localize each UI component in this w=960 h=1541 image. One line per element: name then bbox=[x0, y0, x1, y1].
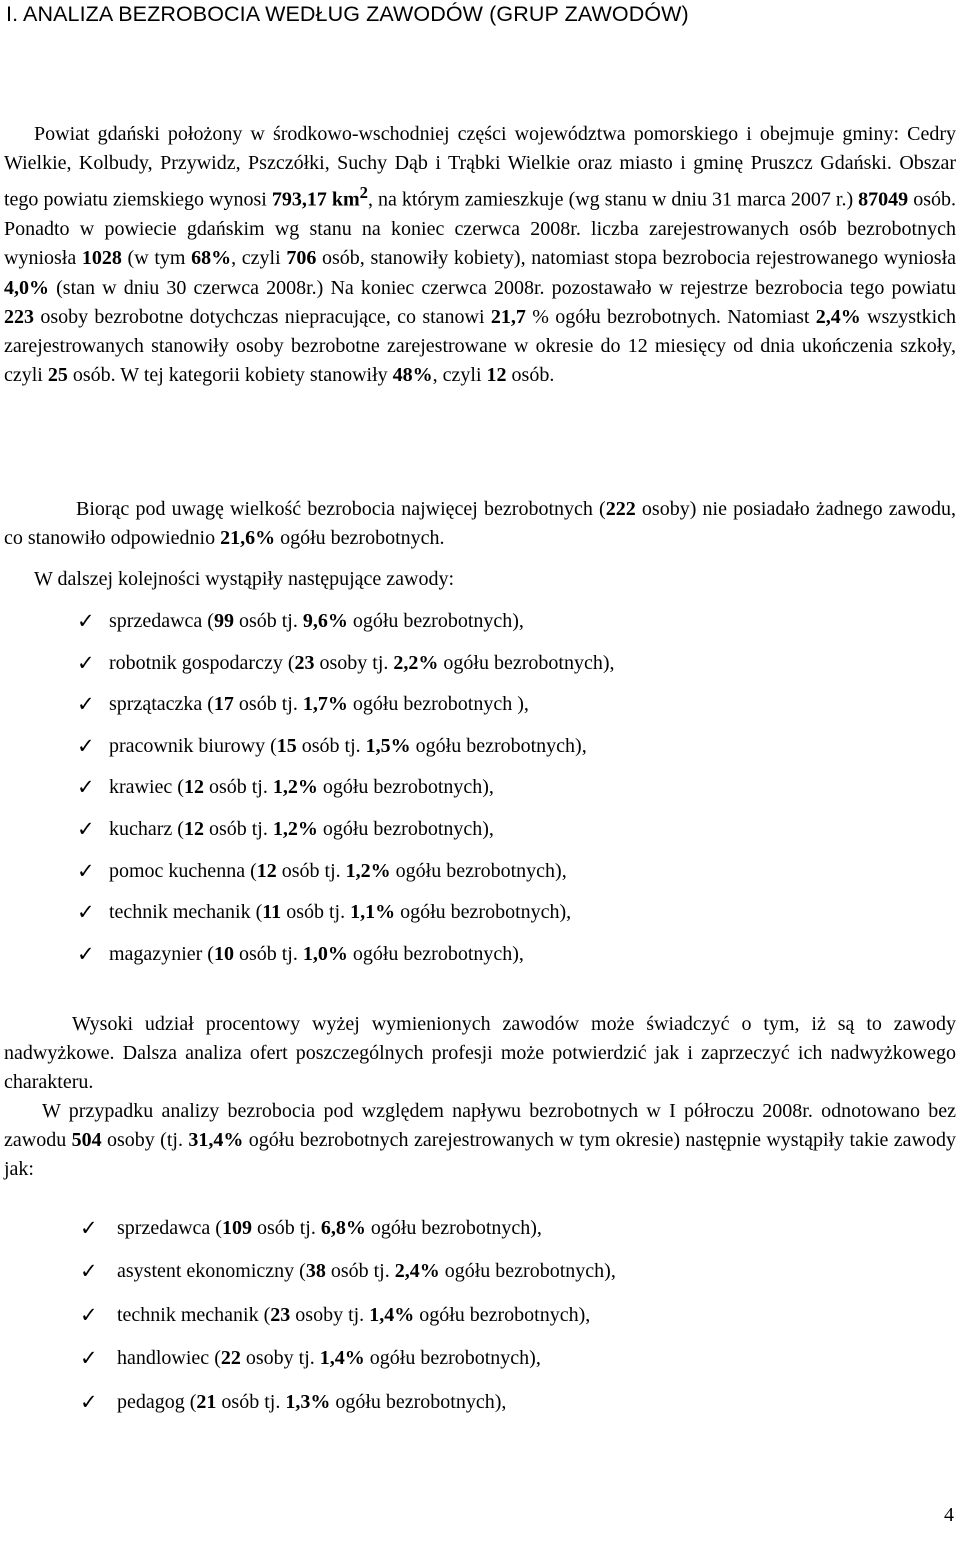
list-item bbox=[77, 606, 615, 648]
checkmark-icon: ✓ bbox=[77, 775, 95, 800]
list-item bbox=[77, 689, 615, 731]
checkmark-icon: ✓ bbox=[77, 733, 95, 758]
list-item bbox=[80, 1213, 616, 1256]
checkmark-icon: ✓ bbox=[77, 900, 95, 925]
checkmark-icon: ✓ bbox=[80, 1302, 98, 1327]
list-item bbox=[77, 939, 615, 981]
list-item-text: krawiec (12 osób tj. 1,2% ogółu bezrobotnych), bbox=[109, 776, 494, 799]
list-item bbox=[77, 814, 615, 856]
list-item bbox=[80, 1387, 616, 1430]
list-item bbox=[77, 731, 615, 773]
intro-paragraph: Powiat gdański położony w środkowo-wschodniej części województwa pomorskiego i obejmuje gminy: Cedry Wielkie, Kolbudy, Przywidz, Pszczółki, Suchy Dąb i Trąbki Wielkie oraz miasto i gminę Pruszcz Gdański. Obszar tego powiatu ziemskiego wynosi 793,17 $km^2$, na którym zamieszkuje (wg stanu w dniu 31 marca 2007 r.) 87049 osób. Ponadto w powiecie gdańskim wg stanu na koniec czerwca 2008r. liczba zarejestrowanych osób bezrobotnych wyniosła 1028 (w tym 68%, czyli 706 osób, stanowiły kobiety), natomiast stopa bezrobocia rejestrowanego wyniosła 4,0% (stan w dniu 30 czerwca 2008r.) Na koniec czerwca 2008r. pozostawało w rejestrze bezrobocia tego powiatu 223 osoby bezrobotne dotychczas niepracujące, co stanowi 21,7 % ogółu bezrobotnych. Natomiast 2,4% wszystkich zarejestrowanych stanowiły osoby bezrobotne zarejestrowane w okresie do 12 miesięcy od dnia ukończenia szkoły, czyli 25 osób. W tej kategorii kobiety stanowiły 48%, czyli 12 osób. bbox=[4, 123, 957, 387]
list-item bbox=[77, 897, 615, 939]
checkmark-icon: ✓ bbox=[77, 609, 95, 633]
list-item-text: sprzedawca (99 osób tj. 9,6% ogółu bezrobotnych), bbox=[109, 610, 524, 632]
population-value: 87049 bbox=[858, 189, 909, 212]
surplus-paragraph: Wysoki udział procentowy wyżej wymienionych zawodów może świadczyć o tym, iż są to zawody nadwyżkowe. Dalsza analiza ofert poszczególnych profesji może potwierdzić jak i zaprzeczyć ich nadwyżkowego charakteru. bbox=[4, 1013, 956, 1094]
list-item bbox=[80, 1256, 616, 1299]
list-item-text: robotnik gospodarczy (23 osoby tj. 2,2% ogółu bezrobotnych), bbox=[109, 651, 615, 674]
checkmark-icon: ✓ bbox=[80, 1389, 98, 1414]
list-item bbox=[77, 772, 615, 814]
list-item-text: pedagog (21 osób tj. 1,3% ogółu bezrobotnych), bbox=[117, 1390, 507, 1413]
list-item-text: sprzedawca (109 osób tj. 6,8% ogółu bezrobotnych), bbox=[117, 1217, 542, 1239]
list-item-text: sprzątaczka (17 osób tj. 1,7% ogółu bezrobotnych ), bbox=[109, 693, 529, 716]
occupations-list bbox=[77, 606, 615, 980]
list-item-text: magazynier (10 osób tj. 1,0% ogółu bezrobotnych), bbox=[109, 942, 524, 965]
list-item bbox=[77, 648, 615, 690]
inflow-paragraph: W przypadku analizy bezrobocia pod względem napływu bezrobotnych w I półroczu 2008r. odnotowano bez zawodu 504 osoby (tj. 31,4% ogółu bezrobotnych zarejestrowanych w tym okresie) następnie wystąpiły takie zawody jak: bbox=[4, 1100, 956, 1181]
section-heading: I. ANALIZA BEZROBOCIA WEDŁUG ZAWODÓW (GRUP ZAWODÓW) bbox=[6, 2, 689, 26]
unemployment-rate-value: 4,0% bbox=[4, 276, 49, 299]
page-number: 4 bbox=[944, 1504, 954, 1526]
checkmark-icon: ✓ bbox=[77, 941, 95, 966]
checkmark-icon: ✓ bbox=[77, 858, 95, 883]
list-item-text: pomoc kuchenna (12 osób tj. 1,2% ogółu bezrobotnych), bbox=[109, 859, 567, 882]
list-item bbox=[80, 1343, 616, 1386]
area-value: 793,17 km bbox=[271, 189, 360, 212]
list-item bbox=[80, 1300, 616, 1343]
list-item-text: pracownik biurowy (15 osób tj. 1,5% ogółu bezrobotnych), bbox=[109, 734, 587, 757]
list-item-text: technik mechanik (23 osoby tj. 1,4% ogółu bezrobotnych), bbox=[117, 1303, 591, 1326]
checkmark-icon: ✓ bbox=[80, 1346, 98, 1371]
list-item-text: kucharz (12 osób tj. 1,2% ogółu bezrobotnych), bbox=[109, 817, 494, 840]
list-item-text: asystent ekonomiczny (38 osób tj. 2,4% ogółu bezrobotnych), bbox=[117, 1260, 616, 1283]
checkmark-icon: ✓ bbox=[77, 650, 95, 675]
checkmark-icon: ✓ bbox=[77, 692, 95, 717]
checkmark-icon: ✓ bbox=[80, 1259, 98, 1284]
inflow-occupations-list bbox=[80, 1213, 616, 1430]
registered-value: 1028 bbox=[81, 247, 122, 270]
no-profession-paragraph: Biorąc pod uwagę wielkość bezrobocia najwięcej bezrobotnych (222 osoby) nie posiadało żadnego zawodu, co stanowiło odpowiednio 21,6% ogółu bezrobotnych. bbox=[4, 498, 956, 550]
list-intro: W dalszej kolejności wystąpiły następujące zawody: bbox=[34, 568, 455, 590]
checkmark-icon: ✓ bbox=[77, 816, 95, 841]
list-item-text: handlowiec (22 osoby tj. 1,4% ogółu bezrobotnych), bbox=[117, 1347, 541, 1370]
list-item-text: technik mechanik (11 osób tj. 1,1% ogółu bezrobotnych), bbox=[109, 901, 572, 924]
checkmark-icon: ✓ bbox=[80, 1216, 98, 1240]
list-item bbox=[77, 856, 615, 898]
